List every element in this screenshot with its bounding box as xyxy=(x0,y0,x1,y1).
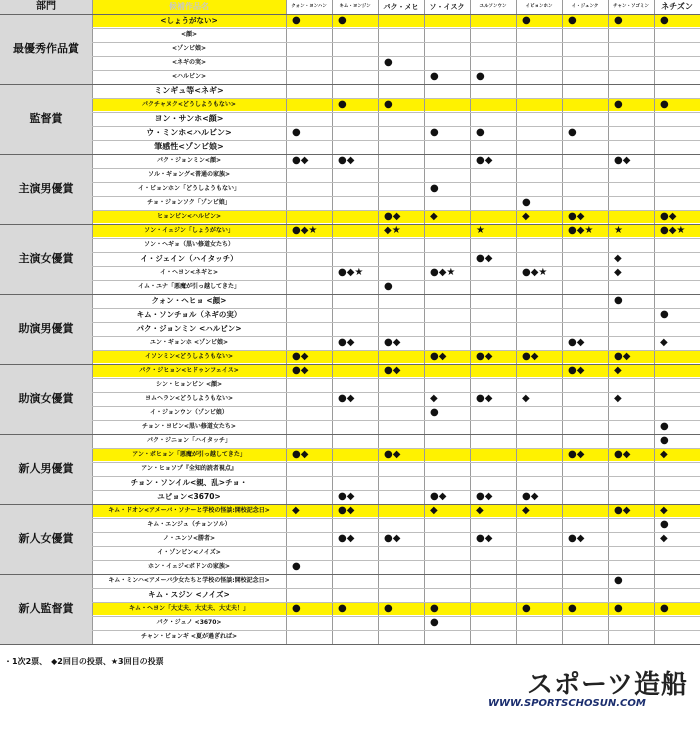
vote-mark: ● xyxy=(430,183,439,194)
grid-hline xyxy=(92,532,700,533)
table-row xyxy=(0,266,700,280)
group-divider xyxy=(0,14,700,15)
vote-mark: ●◆ xyxy=(292,155,309,166)
table-row xyxy=(0,294,700,308)
vote-mark: ★ xyxy=(614,225,623,236)
vote-mark: ◆★ xyxy=(384,225,401,236)
grid-hline xyxy=(92,266,700,267)
grid-hline xyxy=(92,112,700,113)
table-row xyxy=(0,616,700,630)
vote-mark: ● xyxy=(430,603,439,614)
vote-mark: ●◆ xyxy=(338,337,355,348)
vote-mark: ◆ xyxy=(614,365,622,376)
nominee-name: パク・ジュノ <3670> xyxy=(156,619,222,626)
header-judge: ソ・イスク xyxy=(429,3,465,11)
vote-mark: ● xyxy=(614,99,623,110)
vote-mark: ●◆ xyxy=(476,155,493,166)
table-row xyxy=(0,182,700,196)
nominee-name: キム・スジン <ノイズ> xyxy=(148,590,230,599)
nominee-name: パク・ジョンミン <ハルビン> xyxy=(136,324,242,333)
nominee-name: イ・ジョンウン（ゾンビ娘） xyxy=(150,409,228,416)
table-row xyxy=(0,154,700,168)
group-divider xyxy=(0,574,700,575)
table-row xyxy=(0,224,700,238)
vote-mark: ●◆ xyxy=(476,393,493,404)
nominee-name: チャン・ビョンギ <夏が過ぎれば> xyxy=(141,633,237,640)
vote-mark: ● xyxy=(292,561,301,572)
header-category: 部門 xyxy=(36,1,56,12)
table-row xyxy=(0,462,700,476)
nominee-name: ユビョン<3670> xyxy=(157,492,221,501)
grid-hline xyxy=(92,252,700,253)
vote-mark: ●◆ xyxy=(476,253,493,264)
vote-mark: ●◆ xyxy=(476,533,493,544)
nominee-name: <ゾンビ娘> xyxy=(171,45,207,52)
nominee-name: ウ・ミンホ<ハルビン> xyxy=(146,128,232,137)
table-row xyxy=(0,476,700,490)
grid-hline xyxy=(92,280,700,281)
nominee-name: チョ・ジョンソク「ゾンビ娘」 xyxy=(147,199,231,206)
nominee-name: イ・ゾンビン<ノイズ> xyxy=(157,549,221,556)
vote-mark: ◆ xyxy=(660,337,668,348)
grid-hline xyxy=(92,42,700,43)
vote-mark: ●◆ xyxy=(614,155,631,166)
grid-hline xyxy=(92,602,700,603)
grid-hline xyxy=(92,518,700,519)
table-row xyxy=(0,238,700,252)
nominee-name: ソル・ギョング<普通の家族> xyxy=(148,171,230,178)
group-divider xyxy=(0,84,700,85)
nominee-name: 筆感性<ゾンビ娘> xyxy=(154,142,224,151)
vote-mark: ●◆ xyxy=(292,449,309,460)
header-judge: イビョンホン xyxy=(525,4,553,9)
grid-hline xyxy=(92,378,700,379)
group-divider xyxy=(0,224,700,225)
vote-mark: ◆ xyxy=(430,211,438,222)
table-row xyxy=(0,336,700,350)
header-judge: パク・メヒ xyxy=(383,3,419,11)
grid-hline xyxy=(92,28,700,29)
group-divider xyxy=(0,434,700,435)
table-row xyxy=(0,532,700,546)
table-row xyxy=(0,28,700,42)
vote-mark: ●◆ xyxy=(522,351,539,362)
vote-mark: ● xyxy=(430,71,439,82)
vote-mark: ● xyxy=(660,603,669,614)
table-row xyxy=(0,546,700,560)
vote-mark: ● xyxy=(384,281,393,292)
grid-hline xyxy=(92,392,700,393)
vote-mark: ● xyxy=(660,309,669,320)
vote-mark: ●◆★ xyxy=(430,267,456,278)
nominee-name: シン・ヒョンビン <顔> xyxy=(156,381,222,388)
vote-mark: ●◆ xyxy=(292,351,309,362)
vote-mark: ●◆ xyxy=(430,491,447,502)
table-row xyxy=(0,210,700,224)
header-judge: チャン・ソゴミン xyxy=(613,4,649,9)
vote-mark: ◆ xyxy=(522,393,530,404)
nominee-name: パク・ジョンミン<顔> xyxy=(157,157,221,164)
grid-hline xyxy=(92,490,700,491)
table-row xyxy=(0,196,700,210)
table-row xyxy=(0,252,700,266)
vote-mark: ●◆ xyxy=(384,449,401,460)
nominee-name: チョン・ヨビン<黒い修道女たち> xyxy=(142,423,236,430)
grid-hline xyxy=(92,56,700,57)
grid-hline xyxy=(92,420,700,421)
vote-mark: ● xyxy=(568,15,577,26)
nominee-name: ソン・イェジン「しょうがない」 xyxy=(144,227,234,234)
vote-mark: ●◆★ xyxy=(660,225,686,236)
nominee-name: パク・ジニョン「ハイタッチ」 xyxy=(146,437,231,444)
table-row xyxy=(0,14,700,28)
grid-hline xyxy=(92,210,700,211)
vote-mark: ●◆ xyxy=(568,337,585,348)
vote-mark: ● xyxy=(292,15,301,26)
table-row xyxy=(0,406,700,420)
vote-mark: ●◆★ xyxy=(568,225,594,236)
table-row xyxy=(0,602,700,616)
vote-mark: ●◆ xyxy=(292,365,309,376)
table-row xyxy=(0,364,700,378)
vote-mark: ◆ xyxy=(522,211,530,222)
award-category: 助演女優賞 xyxy=(18,392,74,405)
nominee-name: イム・ユナ「悪魔が引っ越してきた」 xyxy=(137,283,240,290)
vote-mark: ◆ xyxy=(430,393,438,404)
nominee-name: <ネギの実> xyxy=(171,59,207,66)
vote-mark: ◆ xyxy=(660,505,668,516)
vote-mark: ●◆ xyxy=(568,533,585,544)
table-row xyxy=(0,280,700,294)
vote-mark: ● xyxy=(430,407,439,418)
vote-mark: ●◆★ xyxy=(292,225,318,236)
table-row xyxy=(0,378,700,392)
table-row xyxy=(0,126,700,140)
nominee-name: キム・ドオン<アメーバ・ソナーと学校の怪談:開校記念日> xyxy=(108,507,270,514)
vote-mark: ● xyxy=(660,519,669,530)
nominee-name: ヨン・サンホ<顔> xyxy=(154,114,224,123)
grid-hline xyxy=(92,140,700,141)
table-row xyxy=(0,168,700,182)
header-judge: イ・ジュンク xyxy=(571,4,599,9)
nominee-name: ソン・ヘギョ（黒い修道女たち） xyxy=(143,241,234,248)
award-category: 助演男優賞 xyxy=(18,322,74,335)
vote-mark: ● xyxy=(614,603,623,614)
header-row xyxy=(0,0,700,14)
nominee-name: パク・ジヒョン<ヒドゥンフェイス> xyxy=(139,367,239,374)
nominee-name: アン・ボヒョン「悪魔が引っ越してきた」 xyxy=(132,451,246,458)
nominee-name: <顔> xyxy=(180,31,198,38)
table-row xyxy=(0,630,700,644)
header-judge: キム・ヨンジン xyxy=(339,4,371,9)
nominee-name: キム・エンジュ（チョンソル） xyxy=(147,521,231,528)
table-row xyxy=(0,56,700,70)
table-row xyxy=(0,448,700,462)
vote-mark: ● xyxy=(568,603,577,614)
legend-notes: ・1次2票、 ◆2回目の投票、★3回目の投票 xyxy=(4,657,164,666)
vote-mark: ● xyxy=(292,603,301,614)
vote-mark: ● xyxy=(660,15,669,26)
grid-hline xyxy=(92,462,700,463)
nominee-name: クォン・ヘヒョ <顔> xyxy=(151,296,227,305)
award-category: 新人男優賞 xyxy=(18,462,74,475)
table-row xyxy=(0,392,700,406)
grid-hline xyxy=(92,126,700,127)
nominee-name: キム・ソンチョル（ネギの実） xyxy=(136,310,242,319)
website-url: WWW.SPORTSCHOSUN.COM xyxy=(488,698,646,709)
grid-hline xyxy=(92,322,700,323)
award-category: 新人監督賞 xyxy=(18,602,74,615)
award-category: 主演女優賞 xyxy=(18,252,74,265)
nominee-name: ヨムヘラン<どうしようもない> xyxy=(144,395,234,402)
vote-mark: ◆ xyxy=(660,449,668,460)
vote-mark: ●◆ xyxy=(660,211,677,222)
group-divider xyxy=(0,644,700,645)
vote-mark: ●◆ xyxy=(568,211,585,222)
table-row xyxy=(0,42,700,56)
group-divider xyxy=(0,154,700,155)
table-row xyxy=(0,84,700,98)
nominee-name: アン・ヒョソプ『全知的読者視点』 xyxy=(141,465,237,472)
grid-hline xyxy=(92,630,700,631)
group-divider xyxy=(0,294,700,295)
vote-mark: ●◆ xyxy=(614,449,631,460)
vote-mark: ● xyxy=(614,15,623,26)
vote-mark: ● xyxy=(384,99,393,110)
vote-mark: ●◆ xyxy=(384,337,401,348)
grid-hline xyxy=(92,196,700,197)
award-category: 監督賞 xyxy=(29,112,63,125)
table-row xyxy=(0,70,700,84)
grid-hline xyxy=(92,70,700,71)
vote-mark: ●◆ xyxy=(384,211,401,222)
table-row xyxy=(0,518,700,532)
award-category: 新人女優賞 xyxy=(18,532,74,545)
vote-mark: ● xyxy=(568,127,577,138)
table-row xyxy=(0,112,700,126)
grid-hline xyxy=(92,336,700,337)
vote-mark: ◆ xyxy=(614,267,622,278)
vote-mark: ◆ xyxy=(292,505,300,516)
header-judge: ネチズン xyxy=(661,2,693,11)
header-judge: ユルソンウン xyxy=(479,4,507,9)
nominee-name: <ハルビン> xyxy=(171,73,207,80)
vote-mark: ●◆ xyxy=(568,449,585,460)
table-row xyxy=(0,588,700,602)
vote-mark: ●◆ xyxy=(384,365,401,376)
nominee-name: イ・ジェイン（ハイタッチ） xyxy=(140,254,238,263)
vote-mark: ● xyxy=(660,435,669,446)
table-row xyxy=(0,98,700,112)
vote-mark: ●◆ xyxy=(338,491,355,502)
vote-mark: ●◆ xyxy=(614,351,631,362)
vote-mark: ●◆★ xyxy=(338,267,364,278)
table-row xyxy=(0,350,700,364)
vote-mark: ★ xyxy=(476,225,485,236)
vote-mark: ● xyxy=(384,57,393,68)
grid-hline xyxy=(92,238,700,239)
grid-hline xyxy=(92,546,700,547)
vote-mark: ◆ xyxy=(614,253,622,264)
vote-mark: ●◆★ xyxy=(522,267,548,278)
vote-mark: ●◆ xyxy=(338,533,355,544)
vote-mark: ●◆ xyxy=(476,491,493,502)
vote-mark: ● xyxy=(430,127,439,138)
table-row xyxy=(0,434,700,448)
vote-mark: ◆ xyxy=(430,505,438,516)
grid-hline xyxy=(92,476,700,477)
nominee-name: ホン・イェジ<ボドンの家族> xyxy=(148,563,230,570)
vote-mark: ●◆ xyxy=(476,351,493,362)
vote-mark: ◆ xyxy=(476,505,484,516)
vote-mark: ◆ xyxy=(660,533,668,544)
table-row xyxy=(0,504,700,518)
sportschosun-logo: スポーツ造船 xyxy=(527,670,688,700)
vote-mark: ◆ xyxy=(614,393,622,404)
nominee-name: キム・ヘヨン「大丈夫、大丈夫、大丈夫！」 xyxy=(129,605,249,612)
vote-mark: ◆ xyxy=(522,505,530,516)
nominee-name: チョン・ソンイル<親、乱>チョ・ xyxy=(130,478,248,487)
grid-hline xyxy=(92,448,700,449)
group-divider xyxy=(0,364,700,365)
vote-mark: ● xyxy=(522,197,531,208)
vote-mark: ●◆ xyxy=(568,365,585,376)
grid-hline xyxy=(92,182,700,183)
nominee-name: ノ・ユンソ<勝者> xyxy=(162,535,216,542)
grid-hline xyxy=(92,588,700,589)
table-row xyxy=(0,574,700,588)
vote-mark: ●◆ xyxy=(430,351,447,362)
table-row xyxy=(0,308,700,322)
grid-hline xyxy=(92,98,700,99)
nominee-name: <しょうがない> xyxy=(160,16,218,25)
table-row xyxy=(0,420,700,434)
grid-hline xyxy=(92,616,700,617)
nominee-name: イソンミン<どうしようもない> xyxy=(144,353,234,360)
grid-hline xyxy=(92,308,700,309)
vote-mark: ● xyxy=(338,603,347,614)
nominee-name: イ・ビョンホン「どうしようもない」 xyxy=(137,185,240,192)
nominee-name: イ・ヘヨン<ネギと> xyxy=(159,269,219,276)
vote-mark: ●◆ xyxy=(338,505,355,516)
vote-mark: ● xyxy=(614,295,623,306)
nominee-name: キム・ミンハ<アメーバ少女たちと学校の怪談:開校記念日> xyxy=(108,577,270,584)
vote-mark: ● xyxy=(292,127,301,138)
table-row xyxy=(0,140,700,154)
nominee-name: ミンギュ等<ネギ> xyxy=(154,86,224,95)
header-judge: クォン・ヨンハン xyxy=(291,4,327,9)
vote-mark: ● xyxy=(660,421,669,432)
vote-mark: ● xyxy=(338,15,347,26)
vote-mark: ● xyxy=(338,99,347,110)
vote-mark: ● xyxy=(660,99,669,110)
vote-mark: ● xyxy=(476,71,485,82)
grid-hline xyxy=(92,168,700,169)
grid-hline xyxy=(92,560,700,561)
grid-hline xyxy=(92,406,700,407)
award-category: 最優秀作品賞 xyxy=(13,42,79,55)
nominee-name: ヒョンビン<ハルビン> xyxy=(156,213,222,220)
vote-mark: ● xyxy=(614,575,623,586)
vote-mark: ●◆ xyxy=(338,155,355,166)
table-row xyxy=(0,560,700,574)
vote-mark: ●◆ xyxy=(614,505,631,516)
nominee-name: パクチャヌク<どうしようもない> xyxy=(142,101,236,108)
table-row xyxy=(0,322,700,336)
header-nominee: 候補作品名 xyxy=(92,0,286,14)
group-divider xyxy=(0,504,700,505)
vote-mark: ● xyxy=(476,127,485,138)
vote-mark: ● xyxy=(522,603,531,614)
grid-hline xyxy=(92,350,700,351)
vote-mark: ● xyxy=(384,603,393,614)
vote-mark: ● xyxy=(522,15,531,26)
vote-mark: ●◆ xyxy=(384,533,401,544)
nominee-name: ユン・ギョンホ <ゾンビ娘> xyxy=(149,339,229,346)
vote-mark: ● xyxy=(430,617,439,628)
vote-mark: ●◆ xyxy=(338,393,355,404)
table-row xyxy=(0,490,700,504)
vote-mark: ●◆ xyxy=(522,491,539,502)
award-category: 主演男優賞 xyxy=(18,182,74,195)
